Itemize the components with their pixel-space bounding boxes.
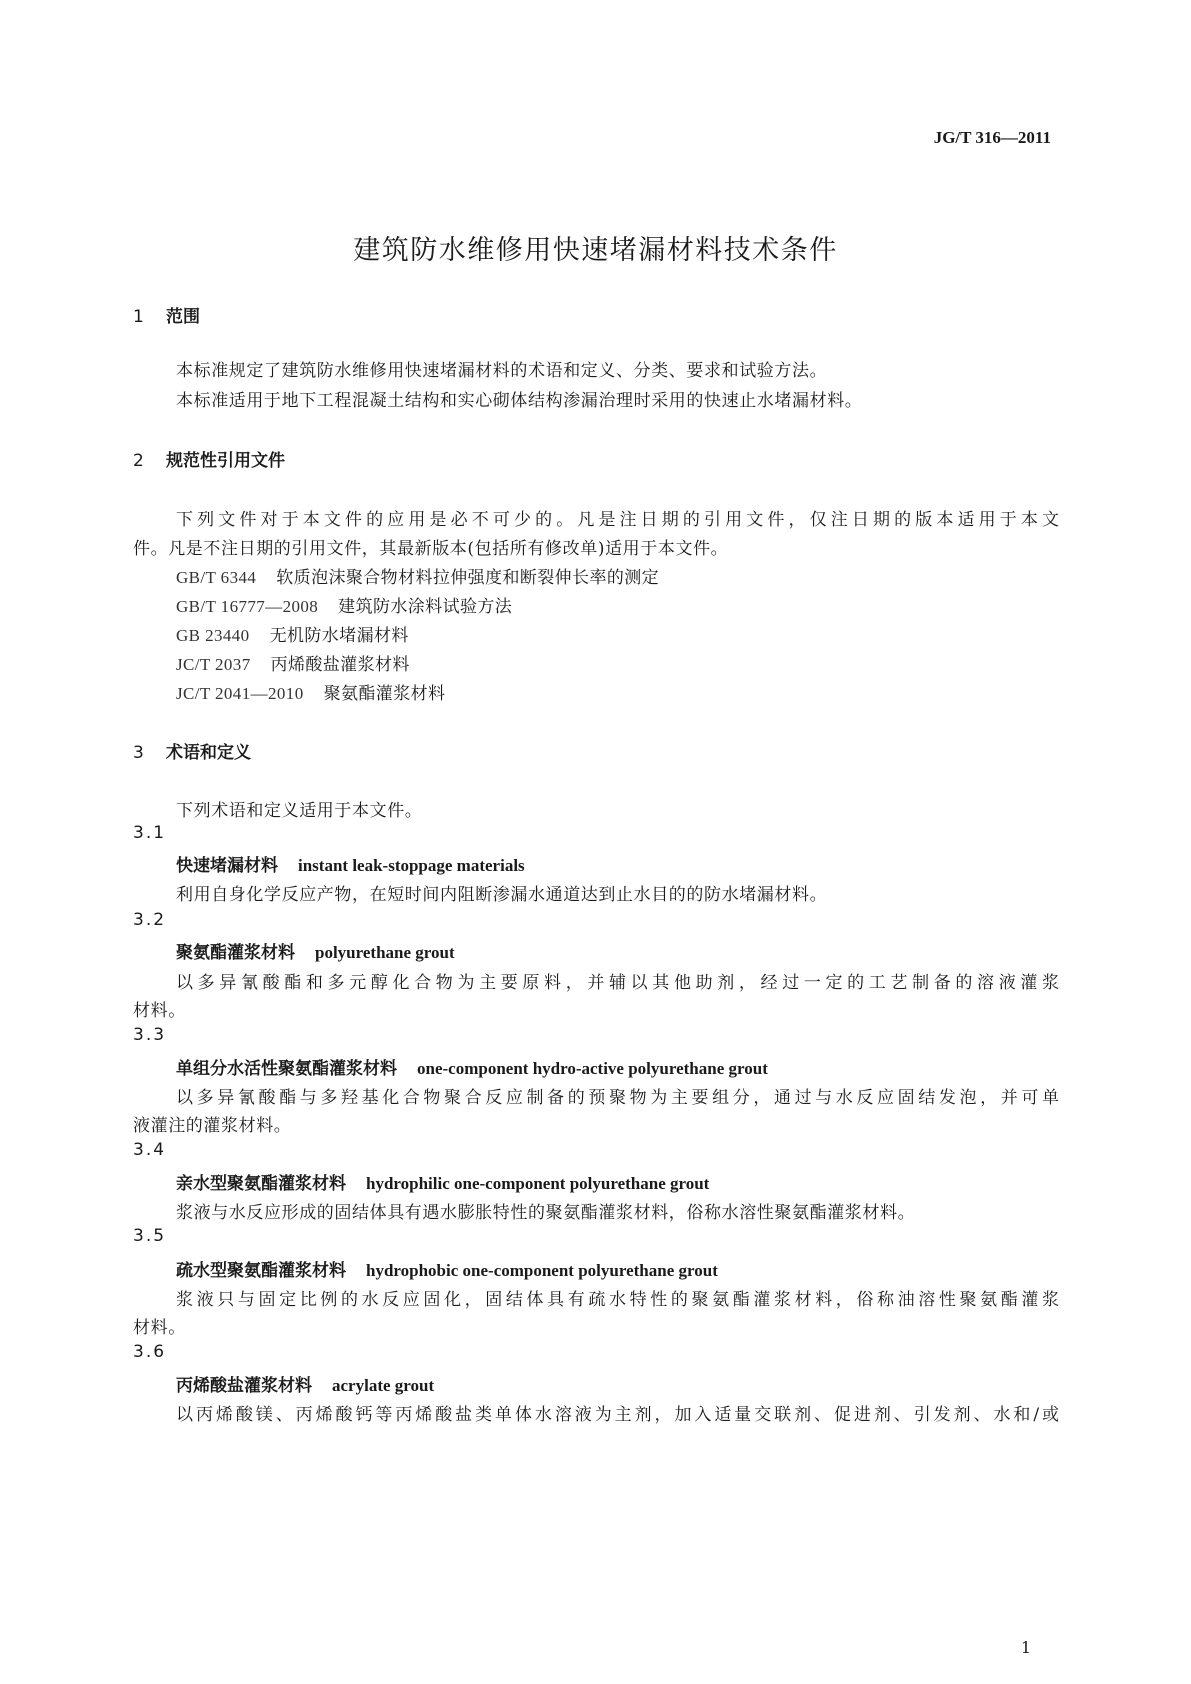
reference-code: GB/T 16777—2008 — [176, 597, 319, 616]
term-english: polyurethane grout — [315, 943, 455, 962]
term-english: hydrophobic one-component polyurethane grout — [366, 1261, 718, 1280]
section-heading-normative-references — [133, 446, 285, 471]
reference-code: JC/T 2041—2010 — [176, 684, 304, 703]
section-title: 范围 — [166, 307, 200, 327]
reference-title: 聚氨酯灌浆材料 — [323, 684, 446, 704]
term-chinese: 单组分水活性聚氨酯灌浆材料 — [176, 1059, 397, 1079]
term-english: instant leak-stoppage materials — [298, 856, 525, 875]
reference-item — [176, 679, 445, 704]
section-number: 3 — [133, 743, 144, 763]
term-number: 3.3 — [133, 1025, 167, 1045]
normative-intro-line-2: 件。凡是不注日期的引用文件，其最新版本(包括所有修改单)适用于本文件。 — [133, 539, 729, 559]
reference-item — [176, 563, 659, 588]
term-definition-continued: 材料。 — [133, 1001, 186, 1021]
document-title: 建筑防水维修用快速堵漏材料技术条件 — [353, 235, 838, 266]
reference-title: 软质泡沫聚合物材料拉伸强度和断裂伸长率的测定 — [276, 568, 660, 588]
term-number: 3.5 — [133, 1226, 167, 1246]
reference-item — [176, 592, 512, 617]
term-definition: 以多异氰酸酯与多羟基化合物聚合反应制备的预聚物为主要组分，通过与水反应固结发泡，并可单 — [176, 1088, 1059, 1108]
term-chinese: 亲水型聚氨酯灌浆材料 — [176, 1174, 346, 1194]
term-definition-continued: 液灌注的灌浆材料。 — [133, 1116, 292, 1136]
section-number: 2 — [133, 451, 144, 471]
terms-intro: 下列术语和定义适用于本文件。 — [176, 801, 423, 821]
reference-item — [176, 621, 409, 646]
term-number: 3.6 — [133, 1342, 167, 1362]
term-definition: 以丙烯酸镁、丙烯酸钙等丙烯酸盐类单体水溶液为主剂，加入适量交联剂、促进剂、引发剂、水和/或 — [176, 1405, 1059, 1425]
term-english: hydrophilic one-component polyurethane grout — [366, 1174, 710, 1193]
reference-title: 建筑防水涂料试验方法 — [338, 597, 513, 617]
term-number: 3.2 — [133, 910, 167, 930]
term-heading — [176, 1256, 718, 1281]
section-title: 术语和定义 — [166, 743, 251, 763]
term-chinese: 疏水型聚氨酯灌浆材料 — [176, 1261, 346, 1281]
term-definition: 浆液只与固定比例的水反应固化，固结体具有疏水特性的聚氨酯灌浆材料，俗称油溶性聚氨酯灌浆 — [176, 1290, 1059, 1310]
term-heading — [176, 851, 525, 876]
term-number: 3.4 — [133, 1140, 167, 1160]
term-heading — [176, 1054, 768, 1079]
term-chinese: 丙烯酸盐灌浆材料 — [176, 1376, 312, 1396]
reference-item — [176, 650, 410, 675]
reference-title: 无机防水堵漏材料 — [269, 626, 409, 646]
term-chinese: 快速堵漏材料 — [176, 856, 278, 876]
section-title: 规范性引用文件 — [166, 451, 285, 471]
section-number: 1 — [133, 307, 144, 327]
section-heading-terms-and-definitions — [133, 738, 251, 763]
term-definition: 以多异氰酸酯和多元醇化合物为主要原料，并辅以其他助剂，经过一定的工艺制备的溶液灌浆 — [176, 973, 1059, 993]
reference-code: GB/T 6344 — [176, 568, 257, 587]
reference-code: JC/T 2037 — [176, 655, 251, 674]
reference-title: 丙烯酸盐灌浆材料 — [270, 655, 410, 675]
normative-intro-line-1: 下列文件对于本文件的应用是必不可少的。凡是注日期的引用文件，仅注日期的版本适用于本文 — [176, 510, 1059, 530]
term-number: 3.1 — [133, 823, 167, 843]
term-definition-continued: 材料。 — [133, 1318, 186, 1338]
term-english: acrylate grout — [332, 1376, 435, 1395]
term-chinese: 聚氨酯灌浆材料 — [176, 943, 295, 963]
term-english: one-component hydro-active polyurethane grout — [417, 1059, 768, 1078]
term-heading — [176, 1371, 434, 1396]
section-heading-scope — [133, 302, 200, 327]
page-number: 1 — [1020, 1638, 1031, 1657]
scope-paragraph-2: 本标准适用于地下工程混凝土结构和实心砌体结构渗漏治理时采用的快速止水堵漏材料。 — [176, 391, 863, 411]
term-definition: 利用自身化学反应产物，在短时间内阻断渗漏水通道达到止水目的的防水堵漏材料。 — [176, 885, 828, 905]
scope-paragraph-1: 本标准规定了建筑防水维修用快速堵漏材料的术语和定义、分类、要求和试验方法。 — [176, 361, 828, 381]
term-heading — [176, 1169, 709, 1194]
standard-code: JG/T 316—2011 — [933, 128, 1051, 147]
term-definition: 浆液与水反应形成的固结体具有遇水膨胀特性的聚氨酯灌浆材料，俗称水溶性聚氨酯灌浆材料。 — [176, 1203, 916, 1223]
reference-code: GB 23440 — [176, 626, 250, 645]
term-heading — [176, 938, 455, 963]
